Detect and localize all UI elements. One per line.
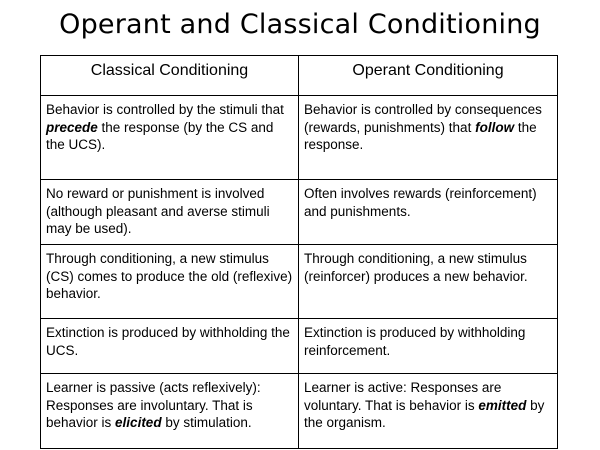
classical-cell — [41, 180, 299, 245]
cell-text: Through conditioning, a new stimulus (reinforcer) produces a new behavior. — [304, 251, 528, 284]
emphasized-word: precede — [46, 119, 98, 135]
cell-text: by the organism. — [304, 397, 545, 430]
table-row — [41, 245, 558, 319]
comparison-table — [40, 55, 558, 449]
slide-title: Operant and Classical Conditioning — [59, 9, 541, 40]
cell-text: Learner is active: Responses are voluntary. That is behavior is — [304, 380, 502, 413]
cell-text: the response (by the CS and the UCS). — [46, 119, 274, 152]
table-header-row — [41, 56, 558, 96]
cell-text: the response. — [304, 119, 537, 152]
classical-cell — [41, 374, 299, 449]
cell-text: Extinction is produced by withholding reinforcement. — [304, 325, 526, 358]
operant-cell — [299, 374, 558, 449]
emphasized-word: follow — [475, 119, 515, 135]
header-classical-conditioning: Classical Conditioning — [41, 56, 299, 96]
classical-cell — [41, 96, 299, 180]
cell-text: Extinction is produced by withholding the UCS. — [46, 325, 290, 358]
cell-text: Learner is passive (acts reflexively): Responses are involuntary. That is behavior is — [46, 380, 261, 430]
classical-cell — [41, 319, 299, 374]
operant-cell — [299, 319, 558, 374]
operant-cell — [299, 96, 558, 180]
emphasized-word: elicited — [115, 415, 162, 430]
cell-text: Through conditioning, a new stimulus (CS) comes to produce the old (reflexive) behavior. — [46, 251, 293, 301]
table-row — [41, 374, 558, 449]
cell-text: by stimulation. — [161, 415, 252, 430]
table-row — [41, 96, 558, 180]
table-row — [41, 319, 558, 374]
cell-text: Behavior is controlled by the stimuli that — [46, 102, 284, 117]
cell-text: No reward or punishment is involved (although pleasant and averse stimuli may be used). — [46, 186, 270, 236]
operant-cell — [299, 245, 558, 319]
emphasized-word: emitted — [478, 397, 527, 413]
header-operant-conditioning: Operant Conditioning — [299, 56, 558, 96]
classical-cell — [41, 245, 299, 319]
cell-text: Often involves rewards (reinforcement) and punishments. — [304, 186, 537, 219]
table-row — [41, 180, 558, 245]
cell-text: Behavior is controlled by consequences (rewards, punishments) that — [304, 102, 542, 135]
operant-cell — [299, 180, 558, 245]
